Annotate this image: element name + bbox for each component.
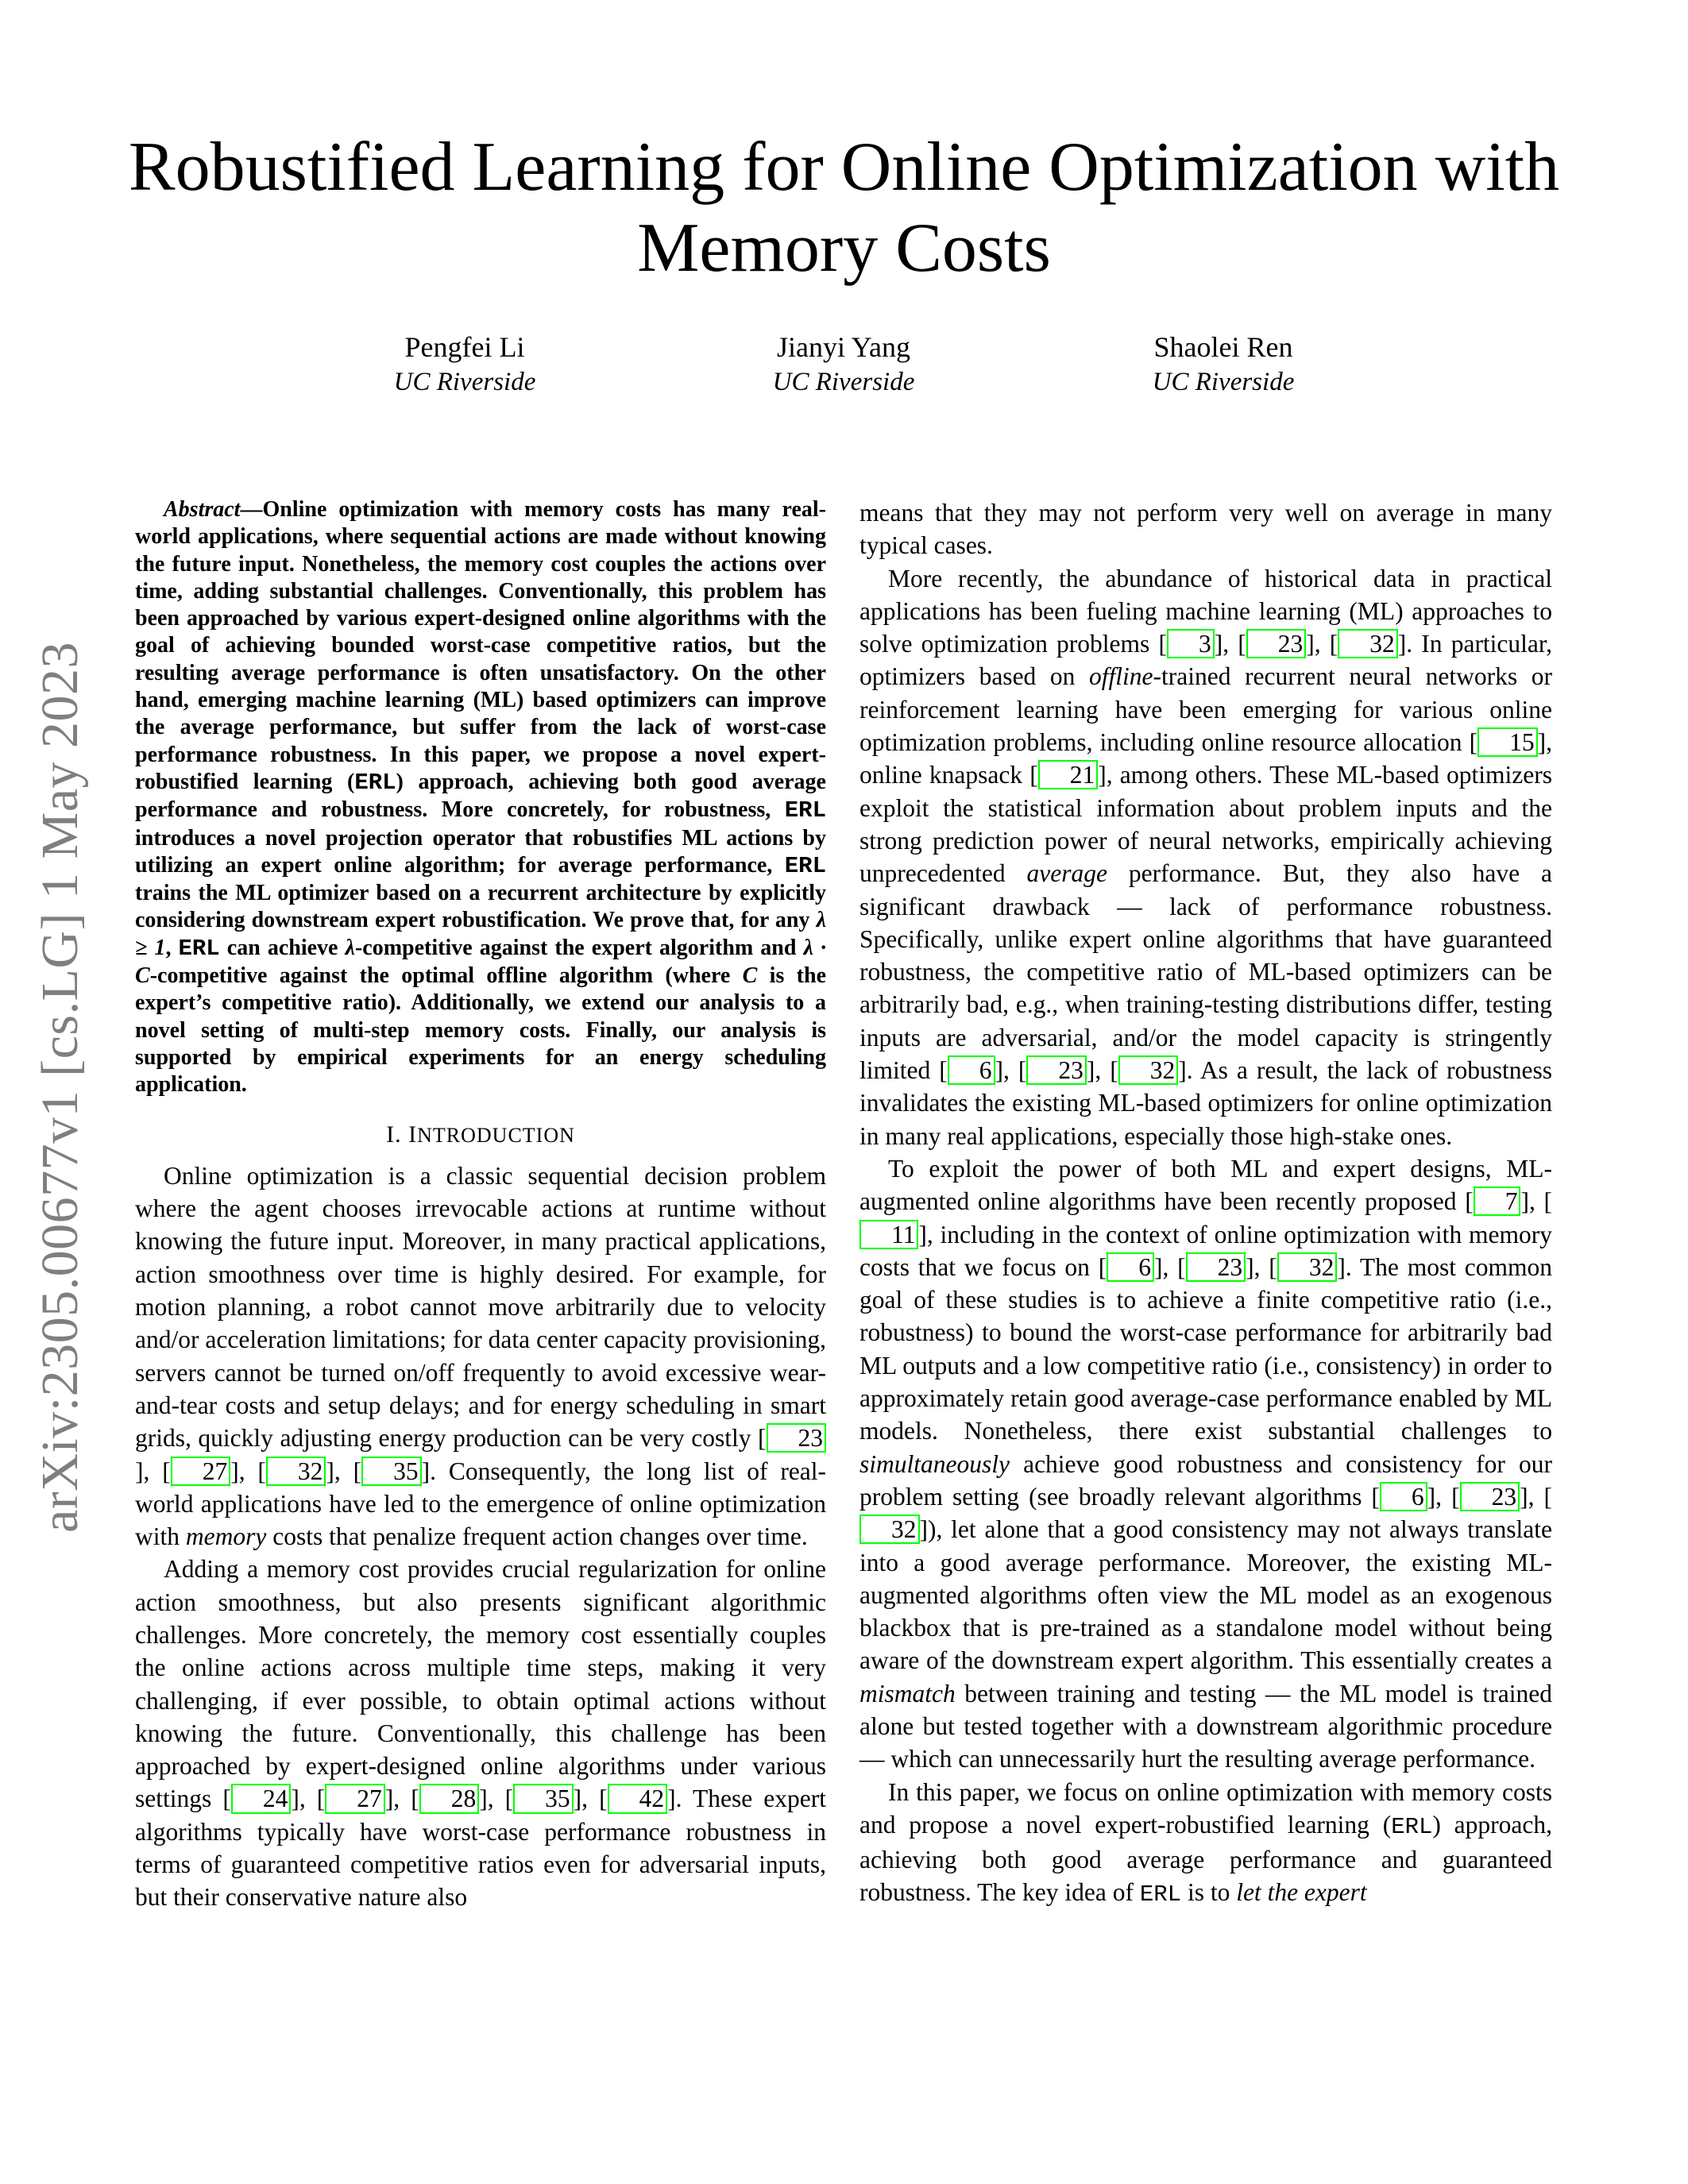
citation-link[interactable]: 23: [767, 1423, 827, 1453]
citation-link[interactable]: 27: [171, 1457, 231, 1486]
citation-link[interactable]: 42: [608, 1784, 668, 1813]
citation-link[interactable]: 23: [1246, 629, 1307, 658]
citation-link[interactable]: 32: [266, 1457, 326, 1486]
intro-paragraph-4: To exploit the power of both ML and expert designs, ML-augmented online algorithms have been recently proposed [ 7 ], [11 ], including in the context of online optimization with memory costs that we focus on [ 6 ], [ 23 ], [ 32 ]. The most common goal of these studies is to achieve a finite competitive ratio (i.e., robustness) to bound the worst-case performance for arbitrarily bad ML outputs and a low competitive ratio (i.e., consistency) in order to approximately retain good average-case performance enabled by ML models. Nonetheless, there exist substantial challenges to simultaneously achieve good robustness and consistency for our problem setting (see broadly relevant algorithms [ 6 ], [ 23 ], [32 ]), let alone that a good consistency may not always translate into a good average performance. Moreover, the existing ML-augmented algorithms often view the ML model as an exogenous blackbox that is pre-trained as a standalone model without being aware of the downstream expert algorithm. This essentially creates a mismatch between training and testing — the ML model is trained alone but tested together with a downstream algorithmic procedure — which can unnecessarily hurt the resulting average performance.: [859, 1154, 1553, 1773]
citation-link[interactable]: 32: [859, 1515, 920, 1544]
citation-link[interactable]: 23: [1026, 1055, 1087, 1085]
abstract: Abstract—Online optimization with memory costs has many real-world applications, where sequential actions are made without knowing the future input. Nonetheless, the memory cost couples the actions over time, adding substantial challenges. Conventionally, this problem has been approached by various expert-designed online algorithms with the goal of achieving bounded worst-case competitive ratios, but the resulting average performance is often unsatisfactory. On the other hand, emerging machine learning (ML) based optimizers can improve the average performance, but suffer from the lack of worst-case performance robustness. In this paper, we propose a novel expert-robustified learning (ERL) approach, achieving both good average performance and robustness. More concretely, for robustness, ERL introduces a novel projection operator that robustifies ML actions by utilizing an expert online algorithm; for average performance, ERL trains the ML optimizer based on a recurrent architecture by explicitly considering downstream expert robustification. We prove that, for any λ ≥ 1, ERL can achieve λ-competitive against the expert algorithm and λ · C-competitive against the optimal offline algorithm (where C is the expert’s competitive ratio). Additionally, we extend our analysis to a novel setting of multi-step memory costs. Finally, our analysis is supported by empirical experiments for an energy scheduling application.: [135, 497, 826, 1098]
author-affiliation: UC Riverside: [772, 368, 915, 396]
citation-link[interactable]: 11: [859, 1220, 918, 1249]
erl-term: ERL: [784, 852, 826, 879]
citation-link[interactable]: 28: [419, 1784, 480, 1813]
paper-title: Robustified Learning for Online Optimization with Memory Costs: [128, 129, 1560, 287]
author-3: [1056, 330, 1390, 399]
left-column: [135, 496, 826, 1914]
citation-link[interactable]: 32: [1338, 629, 1398, 658]
erl-term: ERL: [178, 935, 220, 962]
math-inline: λ · C: [135, 935, 826, 989]
author-2: [677, 330, 1010, 399]
intro-paragraph-5: In this paper, we focus on online optimization with memory costs and propose a novel expert-robustified learning (ERL) approach, achieving both good average performance and guaranteed robustness. The key idea of ERL is to let the expert: [859, 1777, 1552, 1908]
math-inline: λ: [345, 935, 355, 960]
citation-link[interactable]: 7: [1474, 1187, 1521, 1216]
author-name: Shaolei Ren: [1153, 331, 1293, 363]
citation-link[interactable]: 23: [1460, 1482, 1520, 1511]
author-name: Jianyi Yang: [776, 331, 911, 363]
citation-link[interactable]: 35: [361, 1457, 422, 1486]
section-heading-introduction: I. INTRODUCTION: [386, 1121, 575, 1148]
citation-link[interactable]: 32: [1277, 1252, 1338, 1282]
intro-paragraph-2: Adding a memory cost provides crucial regularization for online action smoothness, but also presents significant algorithmic challenges. More concretely, the memory cost essentially couples the online actions across multiple time steps, making it very challenging, if ever possible, to obtain optimal actions without knowing the future. Conventionally, this challenge has been approached by expert-designed online algorithms under various settings [ 24 ], [ 27 ], [ 28 ], [ 35 ], [ 42 ]. These expert algorithms typically have worst-case performance robustness in terms of guaranteed competitive ratios even for adversarial inputs, but their conservative nature also: [135, 1555, 826, 1912]
author-name: Pengfei Li: [404, 331, 525, 363]
arxiv-identifier: arXiv:2305.00677v1 [cs.LG] 1 May 2023: [31, 641, 89, 1533]
citation-link[interactable]: 6: [948, 1055, 995, 1085]
citation-link[interactable]: 32: [1118, 1055, 1179, 1085]
erl-term: ERL: [1139, 1881, 1182, 1908]
citation-link[interactable]: 24: [231, 1784, 292, 1813]
author-1: [298, 330, 632, 399]
math-inline: C: [742, 963, 758, 989]
citation-link[interactable]: 27: [325, 1784, 385, 1813]
right-column: [859, 496, 1552, 1912]
citation-link[interactable]: 15: [1477, 727, 1538, 757]
citation-link[interactable]: 23: [1186, 1252, 1246, 1282]
citation-link[interactable]: 6: [1107, 1252, 1154, 1282]
erl-term: ERL: [1391, 1813, 1433, 1840]
intro-paragraph-3: More recently, the abundance of historical data in practical applications has been fueling machine learning (ML) approaches to solve optimization problems [ 3 ], [ 23 ], [ 32 ]. In particular, optimizers based on offline-trained recurrent neural networks or reinforcement learning have been emerging for various online optimization problems, including online resource allocation [ 15 ], online knapsack [ 21 ], among others. These ML-based optimizers exploit the statistical information about problem inputs and the strong prediction power of neural networks, empirically achieving unprecedented average performance. But, they also have a significant drawback — lack of performance robustness. Specifically, unlike expert online algorithms that have guaranteed robustness, the competitive ratio of ML-based optimizers can be arbitrarily bad, e.g., when training-testing distributions differ, testing inputs are adversarial, and/or the model capacity is stringently limited [ 6 ], [ 23 ], [ 32 ]. As a result, the lack of robustness invalidates the existing ML-based optimizers for online optimization in many real applications, especially those high-stake ones.: [859, 564, 1553, 1150]
citation-link[interactable]: 35: [513, 1784, 574, 1813]
citation-link[interactable]: 3: [1167, 629, 1215, 658]
author-affiliation: UC Riverside: [393, 368, 536, 396]
author-affiliation: UC Riverside: [1152, 368, 1295, 396]
citation-link[interactable]: 21: [1038, 760, 1099, 789]
intro-paragraph-1: Online optimization is a classic sequential decision problem where the agent chooses irrevocable actions at runtime without knowing the future input. Moreover, in many practical applications, action smoothness over time is highly desired. For example, for motion planning, a robot cannot move arbitrarily due to velocity and/or acceleration limitations; for data center capacity provisioning, servers cannot be turned on/off frequently to avoid excessive wear-and-tear costs and setup delays; and for energy scheduling in smart grids, quickly adjusting energy production can be very costly [ 23], [ 27 ], [ 32 ], [ 35 ]. Consequently, the long list of real-world applications have led to the emergence of online optimization with memory costs that penalize frequent action changes over time.: [135, 1161, 827, 1551]
math-inline: λ ≥ 1: [135, 908, 826, 960]
erl-term: ERL: [784, 797, 826, 824]
citation-link[interactable]: 6: [1380, 1482, 1427, 1511]
intro-paragraph-2-continued: means that they may not perform very well on average in many typical cases.: [859, 499, 1552, 560]
erl-term: ERL: [354, 769, 396, 796]
abstract-label: Abstract: [164, 497, 241, 522]
